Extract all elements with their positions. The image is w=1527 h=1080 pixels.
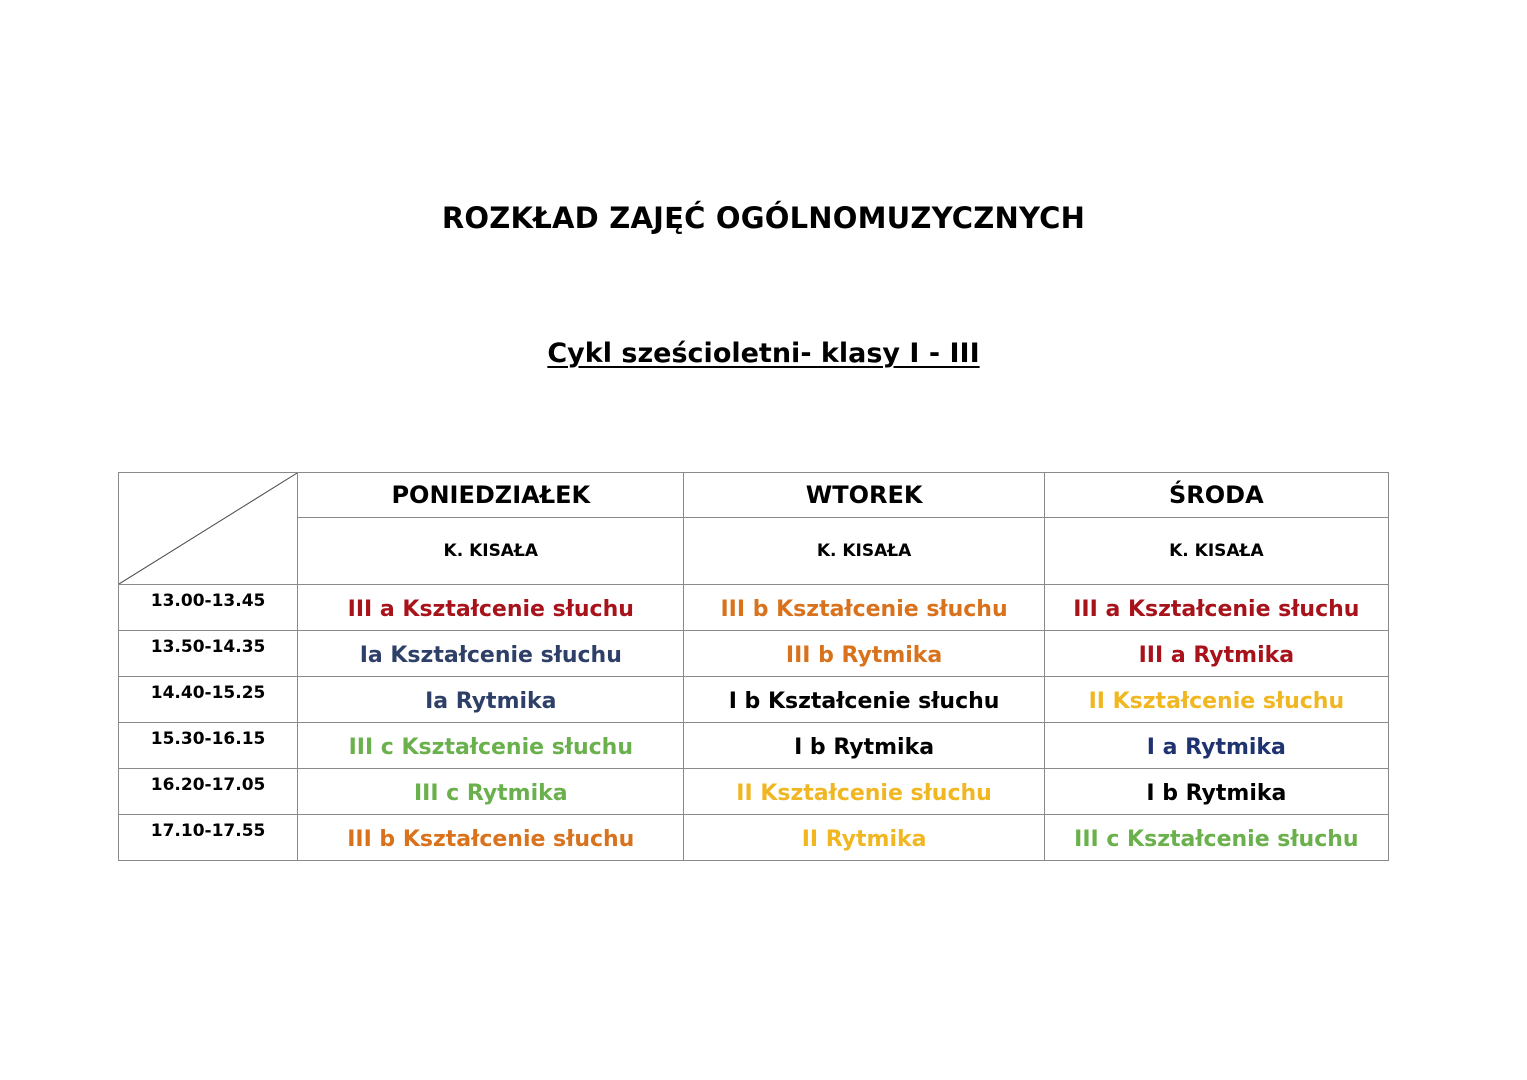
teacher-monday: K. KISAŁA [298,518,684,585]
time-slot: 17.10-17.55 [119,815,298,861]
day-header-wednesday: ŚRODA [1044,473,1388,518]
corner-cell [119,473,298,585]
lesson-cell: III c Kształcenie słuchu [298,723,684,769]
table-row [119,723,1389,769]
table-row [119,815,1389,861]
day-header-monday: PONIEDZIAŁEK [298,473,684,518]
time-slot: 14.40-15.25 [119,677,298,723]
schedule-body [119,585,1389,861]
days-header-row [119,473,1389,518]
lesson-cell: I b Rytmika [1044,769,1388,815]
teacher-tuesday: K. KISAŁA [684,518,1044,585]
time-slot: 16.20-17.05 [119,769,298,815]
time-slot: 13.50-14.35 [119,631,298,677]
schedule-table [118,472,1389,861]
table-row [119,677,1389,723]
lesson-cell: II Kształcenie słuchu [1044,677,1388,723]
lesson-cell: I a Rytmika [1044,723,1388,769]
teacher-wednesday: K. KISAŁA [1044,518,1388,585]
day-header-tuesday: WTOREK [684,473,1044,518]
lesson-cell: III a Rytmika [1044,631,1388,677]
lesson-cell: II Kształcenie słuchu [684,769,1044,815]
lesson-cell: III b Rytmika [684,631,1044,677]
table-row [119,631,1389,677]
page-title: ROZKŁAD ZAJĘĆ OGÓLNOMUZYCZNYCH [441,201,1086,235]
lesson-cell: III c Kształcenie słuchu [1044,815,1388,861]
lesson-cell: I b Kształcenie słuchu [684,677,1044,723]
time-slot: 13.00-13.45 [119,585,298,631]
time-slot: 15.30-16.15 [119,723,298,769]
table-row [119,769,1389,815]
lesson-cell: Ia Rytmika [298,677,684,723]
teacher-header-row [119,518,1389,585]
diagonal-line [119,473,297,584]
page-subtitle [0,338,1527,369]
lesson-cell: III a Kształcenie słuchu [1044,585,1388,631]
lesson-cell: I b Rytmika [684,723,1044,769]
lesson-cell: III a Kształcenie słuchu [298,585,684,631]
lesson-cell: III c Rytmika [298,769,684,815]
lesson-cell: III b Kształcenie słuchu [298,815,684,861]
lesson-cell: II Rytmika [684,815,1044,861]
subtitle-text: Cykl sześcioletni- klasy I - III [547,338,980,369]
table-row [119,585,1389,631]
lesson-cell: III b Kształcenie słuchu [684,585,1044,631]
lesson-cell: Ia Kształcenie słuchu [298,631,684,677]
